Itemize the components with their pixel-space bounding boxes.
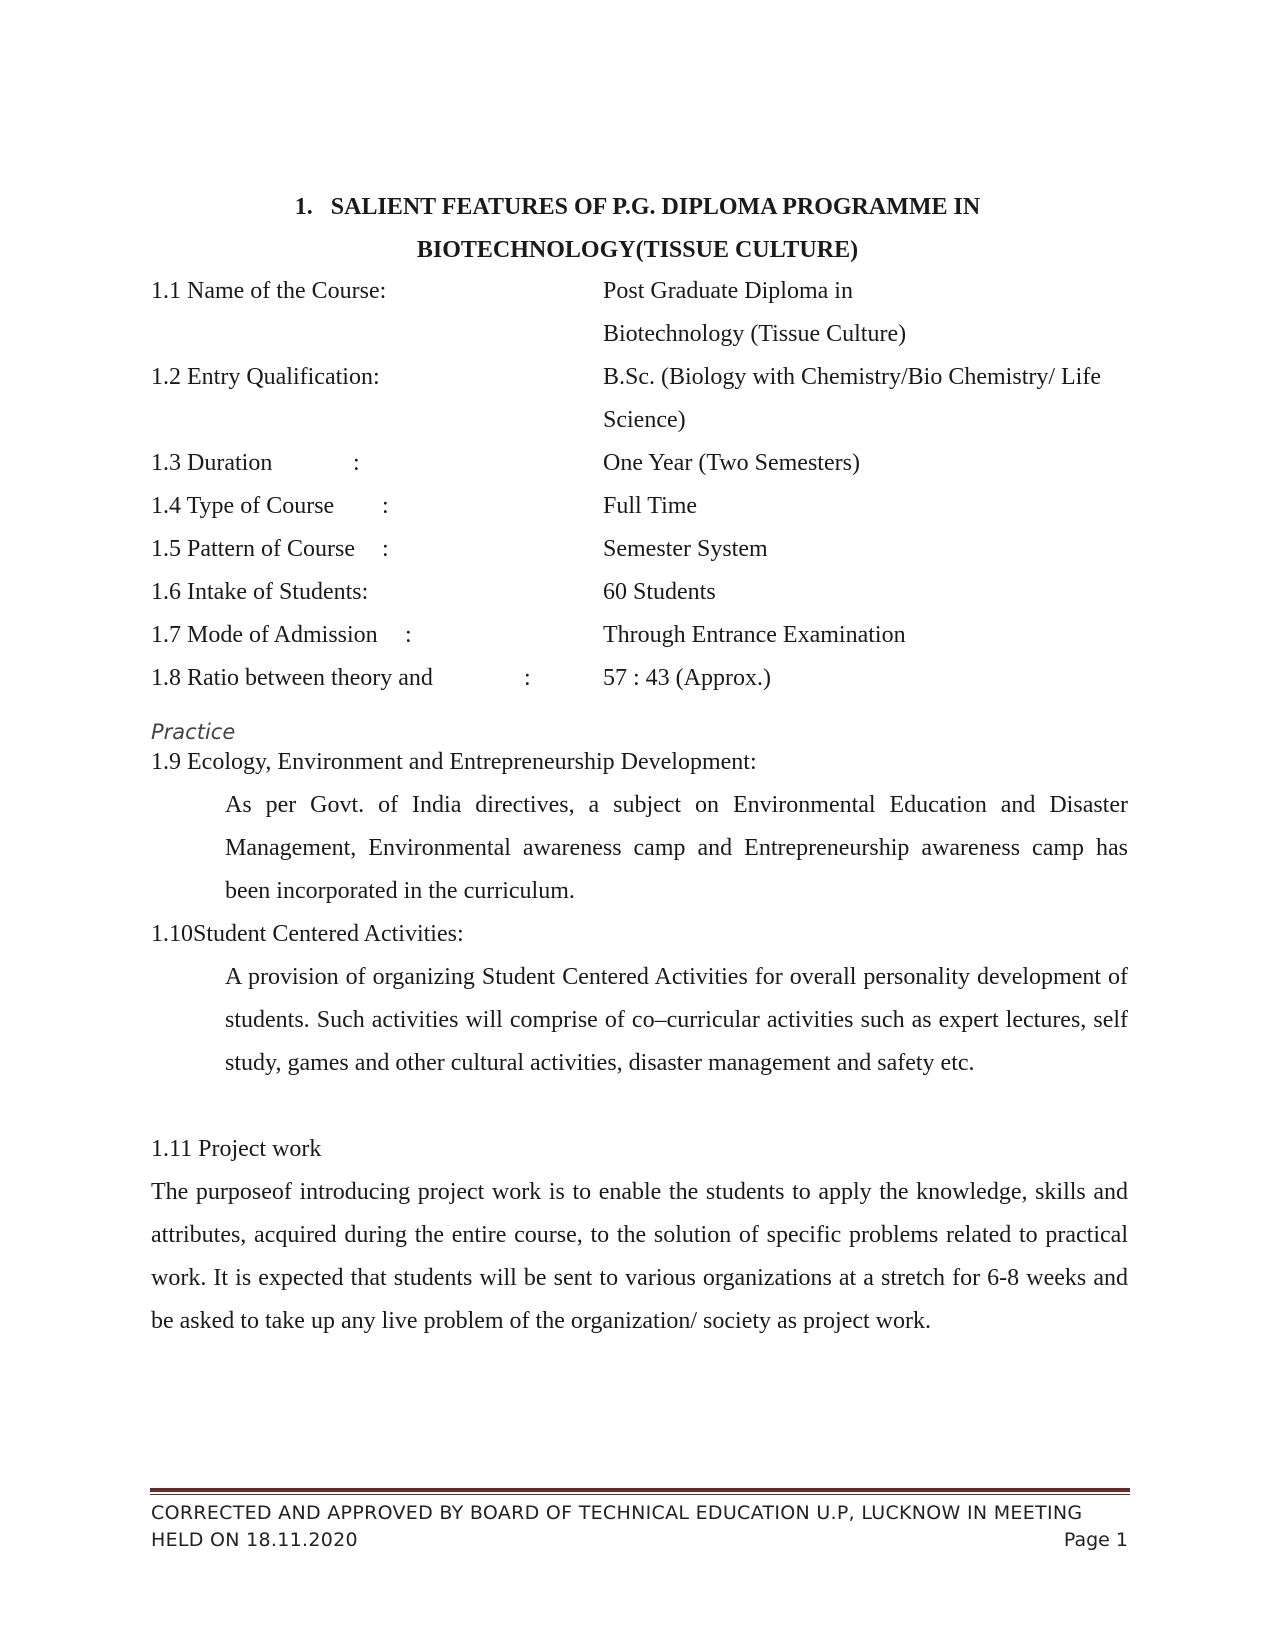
ecology-section-title: 1.9 Ecology, Environment and Entrepreneurship Development: xyxy=(151,749,757,775)
pattern-of-course-colon: : xyxy=(382,536,389,562)
project-work-body: The purposeof introducing project work is to enable the students to apply the knowledge, skills and attributes, acquired during the entire course, to the solution of specific problems related to practical work. It is expected that students will be sent to various organizations at a stretch for 6-8 weeks and be asked to take up any live problem of the organization/ society as project work. xyxy=(151,1179,1128,1334)
student-activities-title: 1.10Student Centered Activities: xyxy=(151,921,464,947)
duration-label: 1.3 Duration xyxy=(151,450,273,476)
duration-colon: : xyxy=(353,450,360,476)
course-name-value-2: Biotechnology (Tissue Culture) xyxy=(603,321,907,347)
course-name-value-1: Post Graduate Diploma in xyxy=(603,278,853,304)
duration-value: One Year (Two Semesters) xyxy=(603,450,860,476)
project-work-title: 1.11 Project work xyxy=(151,1136,322,1162)
title-line-2: BIOTECHNOLOGY(TISSUE CULTURE) xyxy=(416,237,859,263)
pattern-of-course-label: 1.5 Pattern of Course xyxy=(151,536,355,562)
mode-of-admission-label: 1.7 Mode of Admission xyxy=(151,622,378,648)
entry-qualification-value-2: Science) xyxy=(603,407,686,433)
footer-note xyxy=(151,1500,1128,1554)
intake-label: 1.6 Intake of Students: xyxy=(151,579,369,605)
type-of-course-value: Full Time xyxy=(603,493,698,519)
footer-divider xyxy=(150,1488,1130,1492)
intake-value: 60 Students xyxy=(603,579,716,605)
course-name-label: 1.1 Name of the Course: xyxy=(151,278,387,304)
footer-line-2: HELD ON 18.11.2020 xyxy=(151,1529,358,1551)
ratio-continuation: Practice xyxy=(151,720,236,744)
title-line-1 xyxy=(150,186,1125,229)
ratio-label: 1.8 Ratio between theory and xyxy=(151,665,433,691)
ratio-value: 57 : 43 (Approx.) xyxy=(603,665,771,691)
student-activities-body: A provision of organizing Student Centered Activities for overall personality development of students. Such activities will comprise of co–curricular activities such as expert lectures, self study, games and other cultural activities, disaster management and safety etc. xyxy=(225,964,1128,1076)
pattern-of-course-value: Semester System xyxy=(603,536,768,562)
page-title xyxy=(150,186,1125,272)
page-number: Page 1 xyxy=(1063,1529,1128,1551)
mode-of-admission-value: Through Entrance Examination xyxy=(603,622,906,648)
ratio-colon: : xyxy=(524,665,531,691)
footer-divider-thin xyxy=(150,1494,1130,1495)
type-of-course-label: 1.4 Type of Course xyxy=(151,493,335,519)
footer-line-1: CORRECTED AND APPROVED BY BOARD OF TECHNICAL EDUCATION U.P, LUCKNOW IN MEETING xyxy=(151,1502,1083,1524)
mode-of-admission-colon: : xyxy=(405,622,412,648)
title-text-1: SALIENT FEATURES OF P.G. DIPLOMA PROGRAMME IN xyxy=(330,194,981,220)
type-of-course-colon: : xyxy=(382,493,389,519)
entry-qualification-value-1: B.Sc. (Biology with Chemistry/Bio Chemistry/ Life xyxy=(603,364,1101,390)
ecology-section-body: As per Govt. of India directives, a subject on Environmental Education and Disaster Management, Environmental awareness camp and Entrepreneurship awareness camp has been incorporated in the curriculum. xyxy=(225,792,1128,904)
title-number: 1. xyxy=(294,194,313,220)
entry-qualification-label: 1.2 Entry Qualification: xyxy=(151,364,380,390)
